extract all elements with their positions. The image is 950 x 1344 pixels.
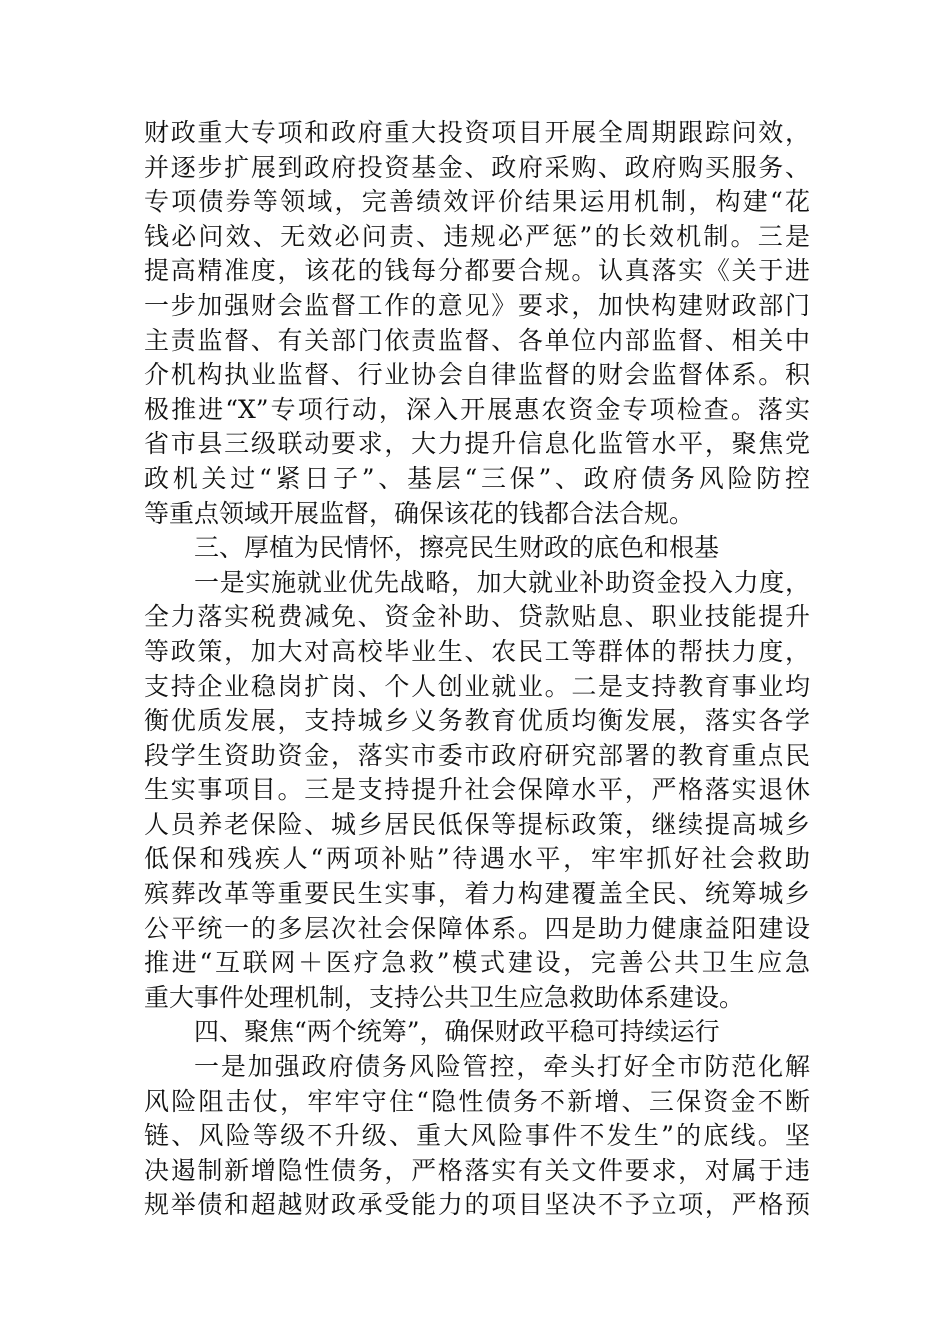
text-line: 重大事件处理机制，支持公共卫生应急救助体系建设。 [144, 982, 745, 1012]
text-line: 段学生资助资金，落实市委市政府研究部署的教育重点民 [144, 740, 810, 770]
text-line: 介机构执业监督、行业协会自律监督的财会监督体系。积 [144, 360, 810, 390]
section-heading-4: 四、聚焦“两个统筹”，确保财政平稳可持续运行 [194, 1017, 720, 1047]
text-line: 财政重大专项和政府重大投资项目开展全周期跟踪问效， [144, 118, 810, 147]
text-line: 人员养老保险、城乡居民低保等提标政策，继续提高城乡 [144, 809, 810, 839]
text-line: 提高精准度，该花的钱每分都要合规。认真落实《关于进 [144, 256, 810, 286]
text-line: 低保和残疾人“两项补贴”待遇水平，牢牢抓好社会救助 [144, 844, 810, 874]
text-line: 风险阻击仗，牢牢守住“隐性债务不新增、三保资金不断 [144, 1086, 810, 1116]
text-line: 钱必问效、无效必问责、违规必严惩”的长效机制。三是 [144, 221, 810, 251]
text-line: 支持企业稳岗扩岗、个人创业就业。二是支持教育事业均 [144, 671, 810, 701]
text-line: 全力落实税费减免、资金补助、贷款贴息、职业技能提升 [144, 602, 810, 632]
text-line: 规举债和超越财政承受能力的项目坚决不予立项，严格预 [144, 1190, 810, 1220]
text-line: 等重点领域开展监督，确保该花的钱都合法合规。 [144, 498, 695, 528]
text-line: 政机关过“紧日子”、基层“三保”、政府债务风险防控 [144, 463, 810, 493]
text-line: 主责监督、有关部门依责监督、各单位内部监督、相关中 [144, 325, 810, 355]
text-line: 并逐步扩展到政府投资基金、政府采购、政府购买服务、 [144, 152, 810, 182]
text-line: 推进“互联网＋医疗急救”模式建设，完善公共卫生应急 [144, 948, 810, 978]
section-heading-3: 三、厚植为民情怀，擦亮民生财政的底色和根基 [194, 533, 720, 563]
text-line: 殡葬改革等重要民生实事，着力构建覆盖全民、统筹城乡 [144, 879, 810, 909]
text-line: 极推进“X”专项行动，深入开展惠农资金专项检查。落实 [144, 394, 810, 424]
text-line: 一是加强政府债务风险管控，牵头打好全市防范化解 [194, 1052, 810, 1082]
text-line: 专项债券等领域，完善绩效评价结果运用机制，构建“花 [144, 187, 810, 217]
text-line: 省市县三级联动要求，大力提升信息化监管水平，聚焦党 [144, 429, 810, 459]
text-line: 一是实施就业优先战略，加大就业补助资金投入力度， [194, 567, 810, 597]
text-line: 衡优质发展，支持城乡义务教育优质均衡发展，落实各学 [144, 706, 810, 736]
text-line: 公平统一的多层次社会保障体系。四是助力健康益阳建设 [144, 913, 810, 943]
text-line: 生实事项目。三是支持提升社会保障水平，严格落实退休 [144, 775, 810, 805]
text-line: 链、风险等级不升级、重大风险事件不发生”的底线。坚 [144, 1121, 810, 1151]
body-text [144, 116, 810, 1223]
text-line: 决遏制新增隐性债务，严格落实有关文件要求，对属于违 [144, 1155, 810, 1185]
text-line: 一步加强财会监督工作的意见》要求，加快构建财政部门 [144, 290, 810, 320]
text-line: 等政策，加大对高校毕业生、农民工等群体的帮扶力度， [144, 636, 810, 666]
